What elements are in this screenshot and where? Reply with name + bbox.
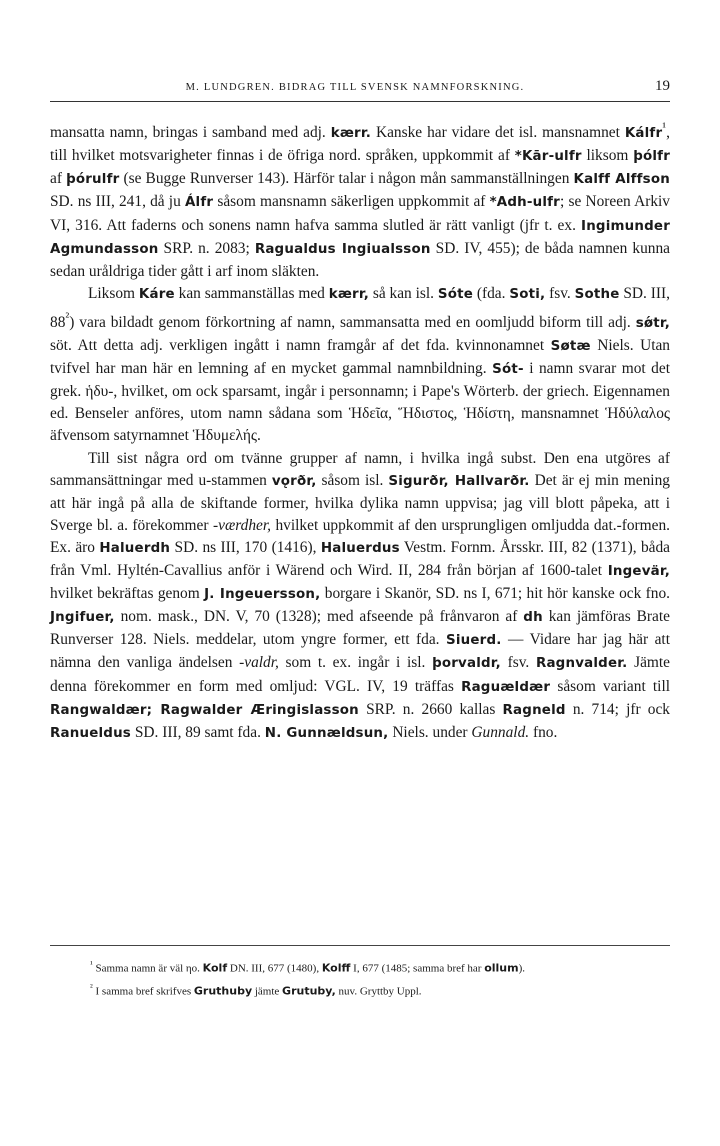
text-run: SD. ns III, 241, då ju [50,193,185,211]
running-title: M. LUNDGREN. BIDRAG TILL SVENSK NAMNFORSKNING. [185,82,525,93]
footnote [50,955,670,978]
text-run: SD. III, 88 [50,284,670,331]
text-run: , till hvilket motsvarigheter finnas i de öfriga nord. språken, uppkommit af [50,124,670,165]
bold-term: Gruthuby [193,984,253,998]
text-run: Vestm. Fornm. Årsskr. III, 82 (1371), båda från Vml. Hyltén-Cavallius anför i Wärend och Wird. II, 284 från början af 1600-talet [50,538,670,580]
bold-term: Ragneld [502,702,566,718]
text-run: I samma bref skrifves [92,985,194,998]
bold-term: J. Ingeuersson, [204,587,321,603]
bold-term: Ragnvalder. [535,656,628,672]
text-run: fsv. [545,284,575,302]
text-run: — Vidare har jag här att nämna den vanliga ändelsen [50,631,670,672]
text-run: såsom variant till [550,677,670,695]
footnote-rule [50,945,670,946]
bold-term: ollum [484,961,519,975]
text-run: borgare i Skanör, SD. ns I, 671; hit hör kanske ock fno. [320,585,670,603]
text-run: nuv. Gryttby Uppl. [335,985,422,998]
bold-term: Ingevär, [607,564,670,580]
header-rule [50,101,670,102]
text-run: Det är ej min mening att här ingå på alla de skiftande former, hvilka dylika namn uppvisa; jag vill blott påpeka, att i Sverge bl. a. förekommer [50,471,670,534]
running-header [50,78,670,95]
text-run: Niels. under [388,723,472,741]
text-run: SRP. n. 2083; [158,239,255,257]
bold-term: Kolff [321,961,351,975]
bold-term: vǫrðr, [271,473,317,489]
text-run: SRP. n. 2660 kallas [358,700,503,718]
text-run: af [50,170,67,188]
text-run: fsv. [500,654,536,672]
text-run: hvilket uppkommit af den ursprungligen omljudda dat.-formen. Ex. äro [50,516,670,556]
text-run: kan sammanställas med [174,284,329,302]
bold-term: Ingimunder Agmundasson [50,218,670,257]
text-run: SD. IV, 455); de båda namnen kunna sedan uråldriga tider gått i arf inom släkten. [50,239,670,280]
bold-term: Sigurðr, Hallvarðr. [388,473,530,489]
text-run: ) vara bildadt genom förkortning af namn, sammansatta med en oomljudd biform till adj. [69,314,636,331]
bold-term: þólfr [633,149,670,165]
bold-term: þórulfr [66,172,120,188]
bold-term: Haluerdh [99,540,171,556]
bold-term: þorvaldr, [432,656,501,672]
text-run: såsom mansnamn säkerligen uppkommit af [213,193,490,211]
text-run: som t. ex. ingår i isl. [278,654,433,672]
text-run: DN. III, 677 (1480), [227,962,322,975]
text-run: fno. [529,723,558,741]
text-run: Kanske har vidare det isl. mansnamnet [371,124,625,142]
bold-term: Ranueldus [50,725,131,741]
bold-term: N. Gunnældsun, [264,725,389,741]
text-run: ; se Noreen Arkiv VI, 316. Att faderns och sonens namn hafva samma slutled är rätt vanligt (jfr t. ex. [50,193,670,234]
bold-term: *Adh-ulfr [489,195,560,211]
footnote-mark: ² [65,309,70,324]
text-run: kan jämföras Brate Runverser 128. Niels. meddelar, utom yngre former, ett fda. [50,608,670,649]
footnote [50,978,670,1001]
footnote-mark: ¹ [90,959,93,969]
bold-term: dh [523,610,543,626]
body-text [50,116,670,745]
text-run: nom. mask., DN. V, 70 (1328); med afseende på frånvaron af [114,608,524,626]
bold-term: sǿtr, [635,316,670,331]
text-run: (fda. [473,284,510,302]
bold-term: kærr. [330,126,372,142]
text-run: söt. Att detta adj. verkligen ingått i namn framgår af det fda. kvinnonamnet [50,337,551,355]
text-run: i namn svarar mot det grek. ἡδυ-, hvilket, om ock sparsamt, ingår i personnamn; i Pape's Wörterb. der griech. Eigennamen ed. Benseler anföres, utom namn sådana som Ἡδεῖα, Ἥδιστος, Ἡδίστη, mansnamnet Ἡδύλαλος äfvensom satyrnamnet Ἡδυμελής. [50,360,670,445]
paragraph [50,116,670,283]
text-run: mansatta namn, bringas i samband med adj. [50,124,331,142]
page-number: 19 [655,78,670,94]
text-run: (se Bugge Runverser 143). Härför talar i någon mån sammanställningen [119,170,574,188]
bold-term: Ragualdus Ingiualsson [254,241,431,257]
text-run: jämte [252,985,283,998]
bold-term: Siuerd. [446,633,502,649]
footnote-mark: ¹ [662,120,667,134]
bold-term: Káre [138,286,175,302]
bold-term: Soti, [509,286,546,302]
text-run: n. 714; jfr ock [565,700,670,718]
footnotes [50,955,670,1000]
bold-term: Rangwaldær; Ragwalder Æringislasson [50,702,359,718]
bold-term: Søtæ [550,339,591,355]
text-run: I, 677 (1485; samma bref har [350,962,485,975]
bold-term: kærr, [328,286,369,302]
text-run: Liksom [88,284,139,302]
bold-term: Jngifuer, [50,610,115,626]
italic-term: -værdher, [212,516,271,534]
bold-term: Sót- [492,362,524,378]
text-run: Jämte denna förekommer en form med omljud: VGL. IV, 19 träffas [50,654,670,695]
bold-term: Raguældær [461,679,551,695]
text-run: SD. III, 89 samt fda. [130,723,265,741]
bold-term: Álfr [184,195,214,211]
bold-term: Grutuby, [282,984,336,998]
italic-term: Gunnald. [471,723,530,741]
text-run: Till sist några ord om tvänne grupper af namn, i hvilka ingå subst. Den ena utgöres af sammansättningar med u-stammen [50,449,670,489]
text-run: Samma namn är väl ηο. [92,962,203,975]
footnote-mark: ² [90,981,93,992]
bold-term: Kálfr [624,126,663,142]
bold-term: Sothe [574,286,620,302]
text-run: ). [518,962,526,975]
italic-term: -valdr, [239,654,279,672]
paragraph [50,448,670,745]
text-run: hvilket bekräftas genom [50,585,205,603]
bold-term: *Kār-ulfr [514,149,582,165]
bold-term: Kolf [202,961,228,975]
bold-term: Kalff Alffson [573,172,670,188]
text-run: så kan isl. [368,284,438,302]
bold-term: Haluerdus [320,540,400,556]
text-run: Niels. Utan tvifvel har man här en lemning af en mycket gammal namnbildning. [50,337,670,378]
text-run: liksom [581,147,634,165]
paragraph [50,283,670,448]
text-run: SD. ns III, 170 (1416), [170,538,321,556]
bold-term: Sóte [437,286,473,302]
text-run: såsom isl. [316,471,389,489]
